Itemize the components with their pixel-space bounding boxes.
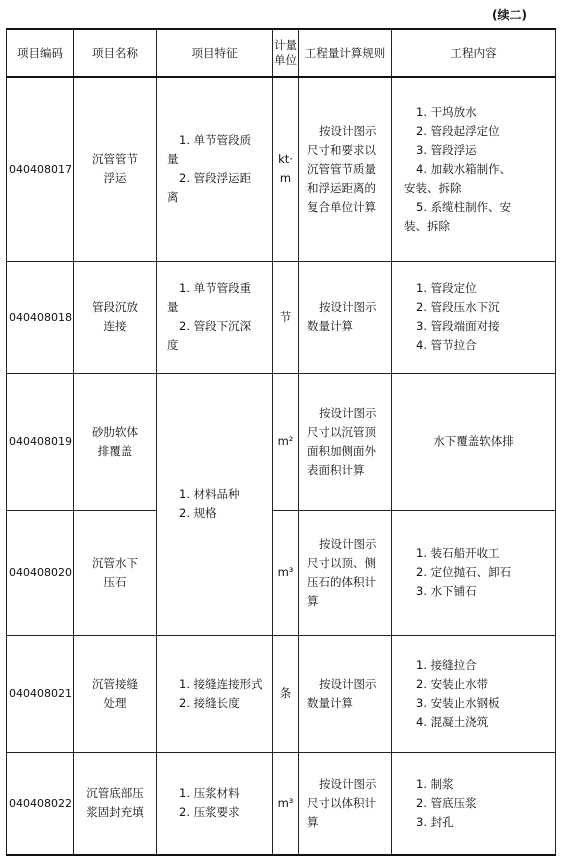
item-code: 040408020 xyxy=(7,510,74,635)
item-rule: 按设计图示 尺寸以沉管顶 面积加侧面外 表面积计算 xyxy=(299,373,392,510)
item-rule: 按设计图示 尺寸以体积计 算 xyxy=(299,752,392,855)
item-unit: m² xyxy=(273,373,299,510)
table-row xyxy=(7,752,556,855)
item-unit: 条 xyxy=(273,635,299,752)
item-rule: 按设计图示 尺寸以顶、侧 压石的体积计 算 xyxy=(299,510,392,635)
header-name: 项目名称 xyxy=(74,29,157,77)
item-feature: 1. 单节管段重 量 2. 管段下沉深 度 xyxy=(157,261,273,373)
header-work: 工程内容 xyxy=(392,29,556,77)
item-rule: 按设计图示 尺寸和要求以 沉管管节质量 和浮运距离的 复合单位计算 xyxy=(299,77,392,261)
table-row xyxy=(7,373,556,510)
item-rule: 按设计图示 数量计算 xyxy=(299,261,392,373)
header-row xyxy=(7,29,556,77)
item-name: 砂肋软体 排覆盖 xyxy=(74,373,157,510)
item-unit: m³ xyxy=(273,752,299,855)
item-unit: 节 xyxy=(273,261,299,373)
header-rule: 工程量计算规则 xyxy=(299,29,392,77)
item-work: 1. 制浆 2. 管底压浆 3. 封孔 xyxy=(392,752,556,855)
table-row xyxy=(7,635,556,752)
item-work: 1. 干坞放水 2. 管段起浮定位 3. 管段浮运 4. 加载水箱制作、 安装、拆除 5. 系缆柱制作、安 装、拆除 xyxy=(392,77,556,261)
item-feature: 1. 压浆材料 2. 压浆要求 xyxy=(157,752,273,855)
item-name: 沉管接缝 处理 xyxy=(74,635,157,752)
table-row xyxy=(7,77,556,261)
item-work: 水下覆盖软体排 xyxy=(392,373,556,510)
item-feature-shared: 1. 材料品种 2. 规格 xyxy=(157,373,273,635)
item-work: 1. 装石船开收工 2. 定位抛石、卸石 3. 水下铺石 xyxy=(392,510,556,635)
header-unit: 计量 单位 xyxy=(273,29,299,77)
item-name: 沉管水下 压石 xyxy=(74,510,157,635)
table-row xyxy=(7,261,556,373)
item-unit: m³ xyxy=(273,510,299,635)
item-code: 040408017 xyxy=(7,77,74,261)
item-work: 1. 接缝拉合 2. 安装止水带 3. 安装止水钢板 4. 混凝土浇筑 xyxy=(392,635,556,752)
item-code: 040408022 xyxy=(7,752,74,855)
continued-label: (续二) xyxy=(492,8,527,22)
item-name: 管段沉放 连接 xyxy=(74,261,157,373)
header-code: 项目编码 xyxy=(7,29,74,77)
table-row xyxy=(7,510,556,635)
item-code: 040408018 xyxy=(7,261,74,373)
item-work: 1. 管段定位 2. 管段压水下沉 3. 管段端面对接 4. 管节拉合 xyxy=(392,261,556,373)
header-feature: 项目特征 xyxy=(157,29,273,77)
item-feature: 1. 单节管段质 量 2. 管段浮运距 离 xyxy=(157,77,273,261)
item-feature: 1. 接缝连接形式 2. 接缝长度 xyxy=(157,635,273,752)
item-name: 沉管底部压 浆固封充填 xyxy=(74,752,157,855)
item-unit: kt· m xyxy=(273,77,299,261)
item-code: 040408019 xyxy=(7,373,74,510)
item-name: 沉管管节 浮运 xyxy=(74,77,157,261)
bill-of-quantities-table xyxy=(6,28,556,856)
item-code: 040408021 xyxy=(7,635,74,752)
item-rule: 按设计图示 数量计算 xyxy=(299,635,392,752)
